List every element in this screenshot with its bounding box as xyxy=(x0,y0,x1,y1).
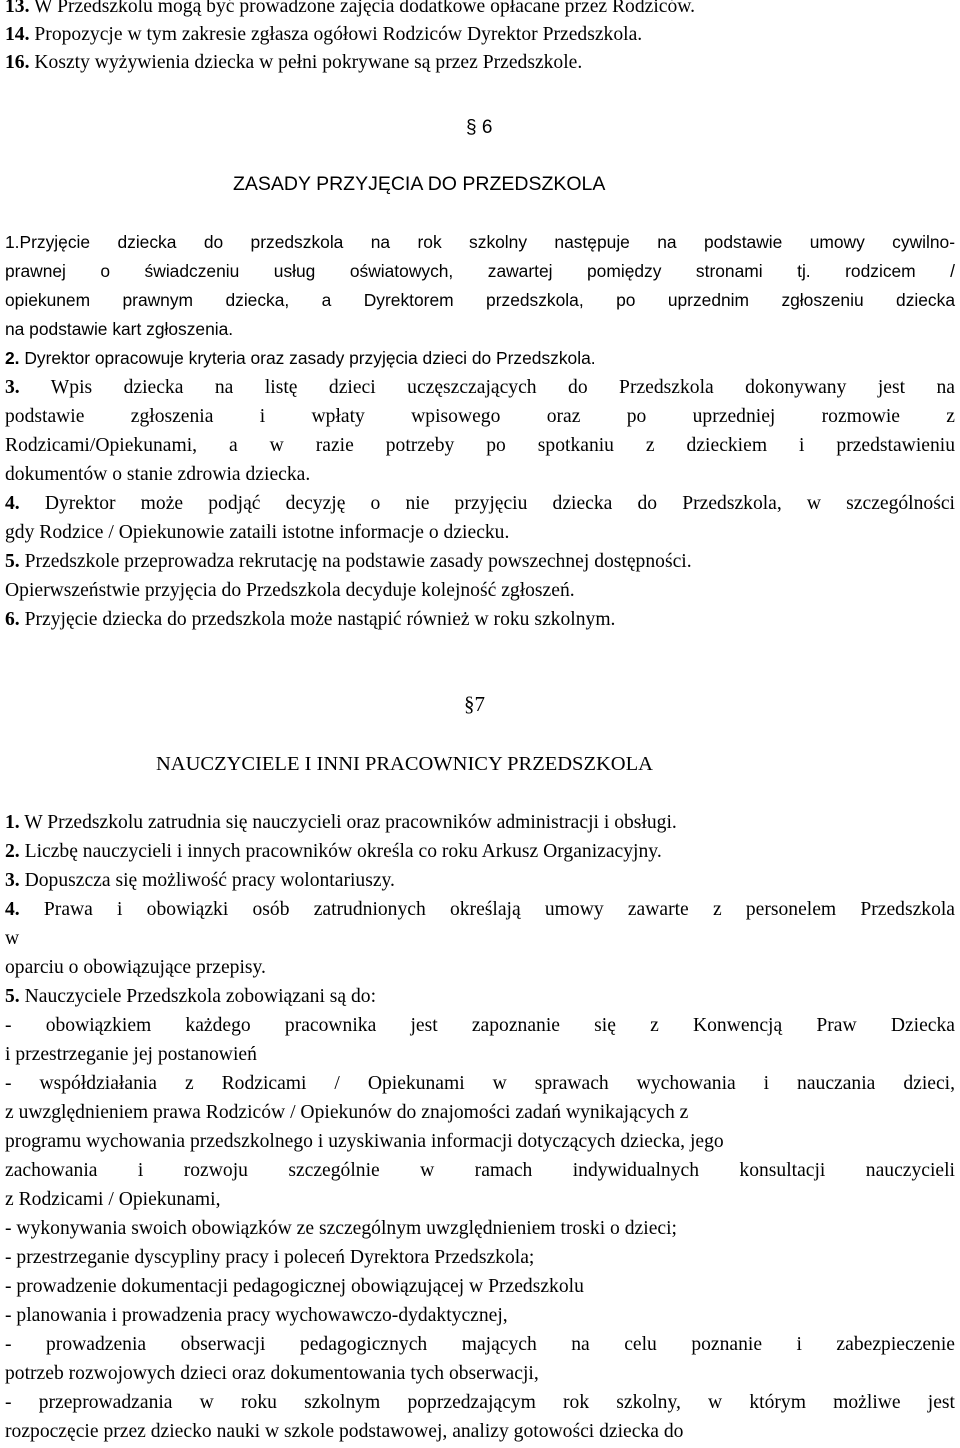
paragraph-line xyxy=(5,605,955,634)
dash-item-line: - prowadzenia obserwacji pedagogicznych mających na celu poznanie i zabezpieczenie xyxy=(5,1334,955,1355)
paragraph-line: w xyxy=(5,928,20,949)
dash-item-line: z Rodzicami / Opiekunami, xyxy=(5,1189,221,1210)
item-text: Dopuszcza się możliwość pracy wolontariuszy. xyxy=(19,870,395,891)
item-number: 14. xyxy=(5,24,30,45)
section-number: § 6 xyxy=(466,117,493,138)
item-text: Dyrektor opracowuje kryteria oraz zasady przyjęcia dzieci do Przedszkola. xyxy=(19,348,596,368)
item-text: W Przedszkolu mogą być prowadzone zajęcia dodatkowe opłacane przez Rodziców. xyxy=(29,0,696,17)
item-number: 5. xyxy=(5,551,20,572)
item-number: 6. xyxy=(5,609,20,630)
paragraph-line xyxy=(5,808,955,837)
dash-item-line: - prowadzenie dokumentacji pedagogicznej obowiązującej w Przedszkolu xyxy=(5,1276,584,1297)
item-number: 2. xyxy=(5,841,20,862)
dash-item-line: - przestrzeganie dyscypliny pracy i poleceń Dyrektora Przedszkola; xyxy=(5,1247,535,1268)
paragraph-line: dokumentów o stanie zdrowia dziecka. xyxy=(5,464,311,485)
paragraph-line: gdy Rodzice / Opiekunowie zataili istotne informacje o dziecku. xyxy=(5,522,510,543)
item-text: Propozycje w tym zakresie zgłasza ogółowi Rodziców Dyrektor Przedszkola. xyxy=(29,24,643,45)
paragraph-line: opiekunem prawnym dziecka, a Dyrektorem przedszkola, po uprzednim zgłoszeniu dziecka xyxy=(5,290,955,310)
item-number: 4. xyxy=(5,493,20,514)
item-text: W Przedszkolu zatrudnia się nauczycieli oraz pracowników administracji i obsługi. xyxy=(19,812,677,833)
paragraph-line xyxy=(5,837,955,866)
dash-item-line: - wykonywania swoich obowiązków ze szczególnym uwzględnieniem troski o dzieci; xyxy=(5,1218,677,1239)
item-text: Przyjęcie dziecka do przedszkola może nastąpić również w roku szkolnym. xyxy=(19,609,616,630)
section-title: NAUCZYCIELE I INNI PRACOWNICY PRZEDSZKOLA xyxy=(156,753,653,775)
item-14 xyxy=(5,20,955,49)
paragraph-line: na podstawie kart zgłoszenia. xyxy=(5,319,234,339)
section-title: ZASADY PRZYJĘCIA DO PRZEDSZKOLA xyxy=(233,173,606,195)
item-number: 5. xyxy=(5,986,20,1007)
paragraph-line xyxy=(5,895,955,924)
item-text: Wpis dziecka na listę dzieci uczęszczających do Przedszkola dokonywany jest na xyxy=(19,377,955,398)
paragraph-line xyxy=(5,489,955,518)
dash-item-line: z uwzględnieniem prawa Rodziców / Opiekunów do znajomości zadań wynikających z xyxy=(5,1102,689,1123)
dash-item-line: - obowiązkiem każdego pracownika jest zapoznanie się z Konwencją Praw Dziecka xyxy=(5,1015,955,1036)
paragraph-line xyxy=(5,547,955,576)
item-number: 2. xyxy=(5,348,20,368)
item-number: 1. xyxy=(5,812,20,833)
item-13 xyxy=(5,0,955,21)
item-text: Koszty wyżywienia dziecka w pełni pokrywane są przez Przedszkole. xyxy=(29,52,583,73)
paragraph-line: Rodzicami/Opiekunami, a w razie potrzeby po spotkaniu z dzieckiem i przedstawieniu xyxy=(5,435,955,456)
paragraph-line xyxy=(5,982,955,1011)
paragraph-line: oparciu o obowiązujące przepisy. xyxy=(5,957,266,978)
item-number: 16. xyxy=(5,52,30,73)
item-number: 3. xyxy=(5,377,20,398)
item-text: Prawa i obowiązki osób zatrudnionych określają umowy zawarte z personelem Przedszkola xyxy=(19,899,955,920)
dash-item-line: i przestrzeganie jej postanowień xyxy=(5,1044,257,1065)
item-text: Dyrektor może podjąć decyzję o nie przyjęciu dziecka do Przedszkola, w szczególności xyxy=(19,493,955,514)
item-text: Liczbę nauczycieli i innych pracowników określa co roku Arkusz Organizacyjny. xyxy=(19,841,662,862)
dash-item-line: rozpoczęcie przez dziecko nauki w szkole podstawowej, analizy gotowości dziecka do xyxy=(5,1421,684,1442)
paragraph-line: 1.Przyjęcie dziecka do przedszkola na rok szkolny następuje na podstawie umowy cywilno- xyxy=(5,232,955,252)
dash-item-line: - przeprowadzania w roku szkolnym poprzedzającym rok szkolny, w którym możliwe jest xyxy=(5,1392,955,1413)
paragraph-line xyxy=(5,373,955,402)
item-text: Przedszkole przeprowadza rekrutację na podstawie zasady powszechnej dostępności. xyxy=(19,551,692,572)
paragraph-line: podstawie zgłoszenia i wpłaty wpisowego oraz po uprzedniej rozmowie z xyxy=(5,406,955,427)
dash-item-line: programu wychowania przedszkolnego i uzyskiwania informacji dotyczących dziecka, jego xyxy=(5,1131,724,1152)
dash-item-line: - współdziałania z Rodzicami / Opiekunami w sprawach wychowania i nauczania dzieci, xyxy=(5,1073,955,1094)
paragraph-line xyxy=(5,344,955,373)
dash-item-line: potrzeb rozwojowych dzieci oraz dokumentowania tych obserwacji, xyxy=(5,1363,539,1384)
paragraph-line: Opierwszeństwie przyjęcia do Przedszkola decyduje kolejność zgłoszeń. xyxy=(5,580,575,601)
paragraph-line xyxy=(5,866,955,895)
dash-item-line: zachowania i rozwoju szczególnie w ramach indywidualnych konsultacji nauczycieli xyxy=(5,1160,955,1181)
paragraph-line: prawnej o świadczeniu usług oświatowych, zawartej pomiędzy stronami tj. rodzicem / xyxy=(5,261,955,281)
item-number: 4. xyxy=(5,899,20,920)
item-16 xyxy=(5,48,955,77)
item-number: 13. xyxy=(5,0,30,17)
dash-item-line: - planowania i prowadzenia pracy wychowawczo-dydaktycznej, xyxy=(5,1305,508,1326)
section-number: §7 xyxy=(464,692,485,716)
item-text: Nauczyciele Przedszkola zobowiązani są do: xyxy=(19,986,377,1007)
item-number: 3. xyxy=(5,870,20,891)
